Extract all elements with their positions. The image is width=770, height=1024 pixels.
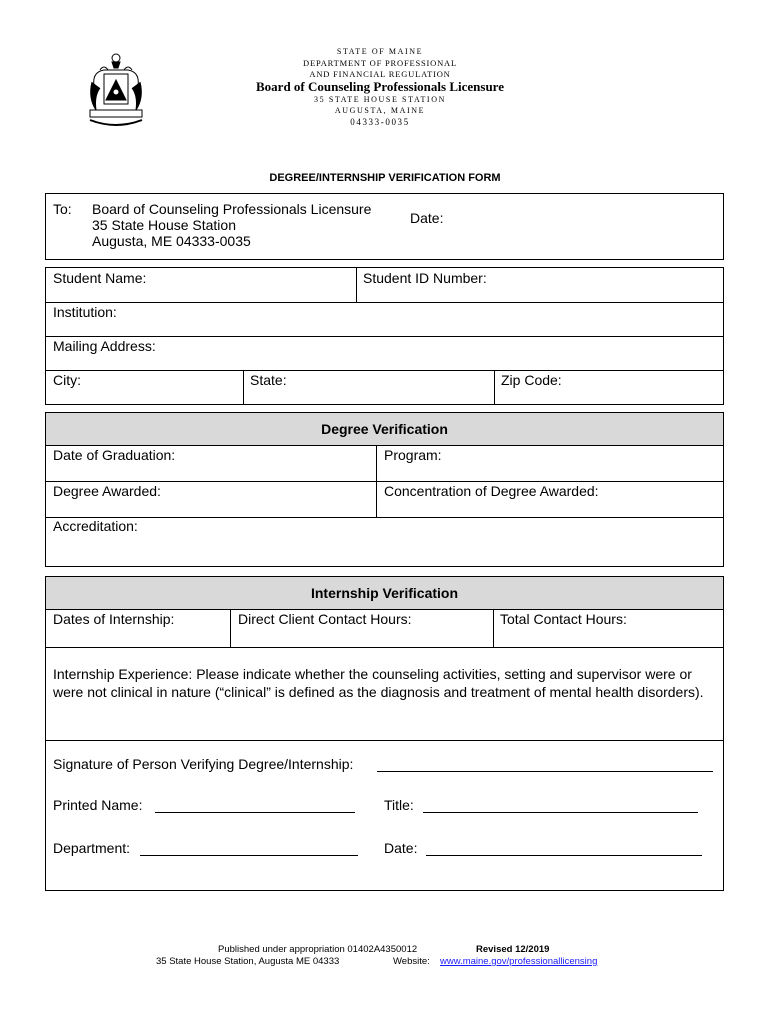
footer-published: Published under appropriation 01402A4350012 [218, 944, 418, 955]
to-date-label[interactable]: Date: [410, 210, 444, 226]
printed-name-label: Printed Name: [53, 797, 143, 813]
verifier-date-line[interactable] [426, 855, 702, 856]
institution-field[interactable]: Institution: [53, 304, 117, 320]
printed-name-line[interactable] [155, 812, 355, 813]
to-line3: Augusta, ME 04333-0035 [92, 233, 251, 249]
maine-state-seal [84, 52, 148, 130]
state-field[interactable]: State: [250, 372, 287, 388]
to-label: To: [53, 201, 72, 217]
graduation-date-field[interactable]: Date of Graduation: [53, 447, 176, 463]
verifier-date-label: Date: [384, 840, 418, 856]
title-label: Title: [384, 797, 414, 813]
header-state: STATE OF MAINE [336, 47, 424, 56]
degree-awarded-field[interactable]: Degree Awarded: [53, 483, 161, 499]
internship-experience-text[interactable]: Internship Experience: Please indicate whether the counseling activities, setting and supervisor were or were not clinical in nature (“clinical” is defined as the diagnosis and treatment of mental health disorders). [53, 666, 704, 700]
header-regulation: AND FINANCIAL REGULATION [309, 69, 451, 79]
footer-website-link[interactable]: www.maine.gov/professionallicensing [440, 956, 598, 967]
to-line2: 35 State House Station [92, 217, 236, 233]
footer-address: 35 State House Station, Augusta ME 04333 [156, 956, 340, 967]
internship-dates-field[interactable]: Dates of Internship: [53, 611, 175, 627]
zip-code-field[interactable]: Zip Code: [501, 372, 562, 388]
to-line1: Board of Counseling Professionals Licensure [92, 201, 372, 217]
accreditation-field[interactable]: Accreditation: [53, 518, 138, 534]
total-contact-hours-field[interactable]: Total Contact Hours: [500, 611, 627, 627]
header-zip: 04333-0035 [350, 117, 410, 127]
header-city: AUGUSTA, MAINE [334, 106, 426, 115]
department-line[interactable] [140, 855, 358, 856]
internship-verification-heading: Internship Verification [46, 577, 723, 609]
department-label: Department: [53, 840, 131, 856]
header-department: DEPARTMENT OF PROFESSIONAL [303, 58, 457, 68]
degree-verification-heading: Degree Verification [46, 413, 723, 445]
header-board: Board of Counseling Professionals Licensure [256, 79, 504, 94]
student-id-field[interactable]: Student ID Number: [363, 270, 487, 286]
program-field[interactable]: Program: [384, 447, 442, 463]
footer-website-label: Website: [393, 956, 430, 967]
city-field[interactable]: City: [53, 372, 81, 388]
signature-line[interactable] [377, 771, 713, 772]
direct-contact-hours-field[interactable]: Direct Client Contact Hours: [238, 611, 412, 627]
student-name-field[interactable]: Student Name: [53, 270, 147, 286]
signature-label: Signature of Person Verifying Degree/Internship: [53, 756, 354, 772]
concentration-field[interactable]: Concentration of Degree Awarded: [384, 483, 599, 499]
form-title: DEGREE/INTERNSHIP VERIFICATION FORM [269, 172, 501, 184]
footer-revised: Revised 12/2019 [476, 944, 550, 955]
title-line[interactable] [423, 812, 698, 813]
header-address: 35 STATE HOUSE STATION [314, 95, 446, 104]
mailing-address-field[interactable]: Mailing Address: [53, 338, 156, 354]
